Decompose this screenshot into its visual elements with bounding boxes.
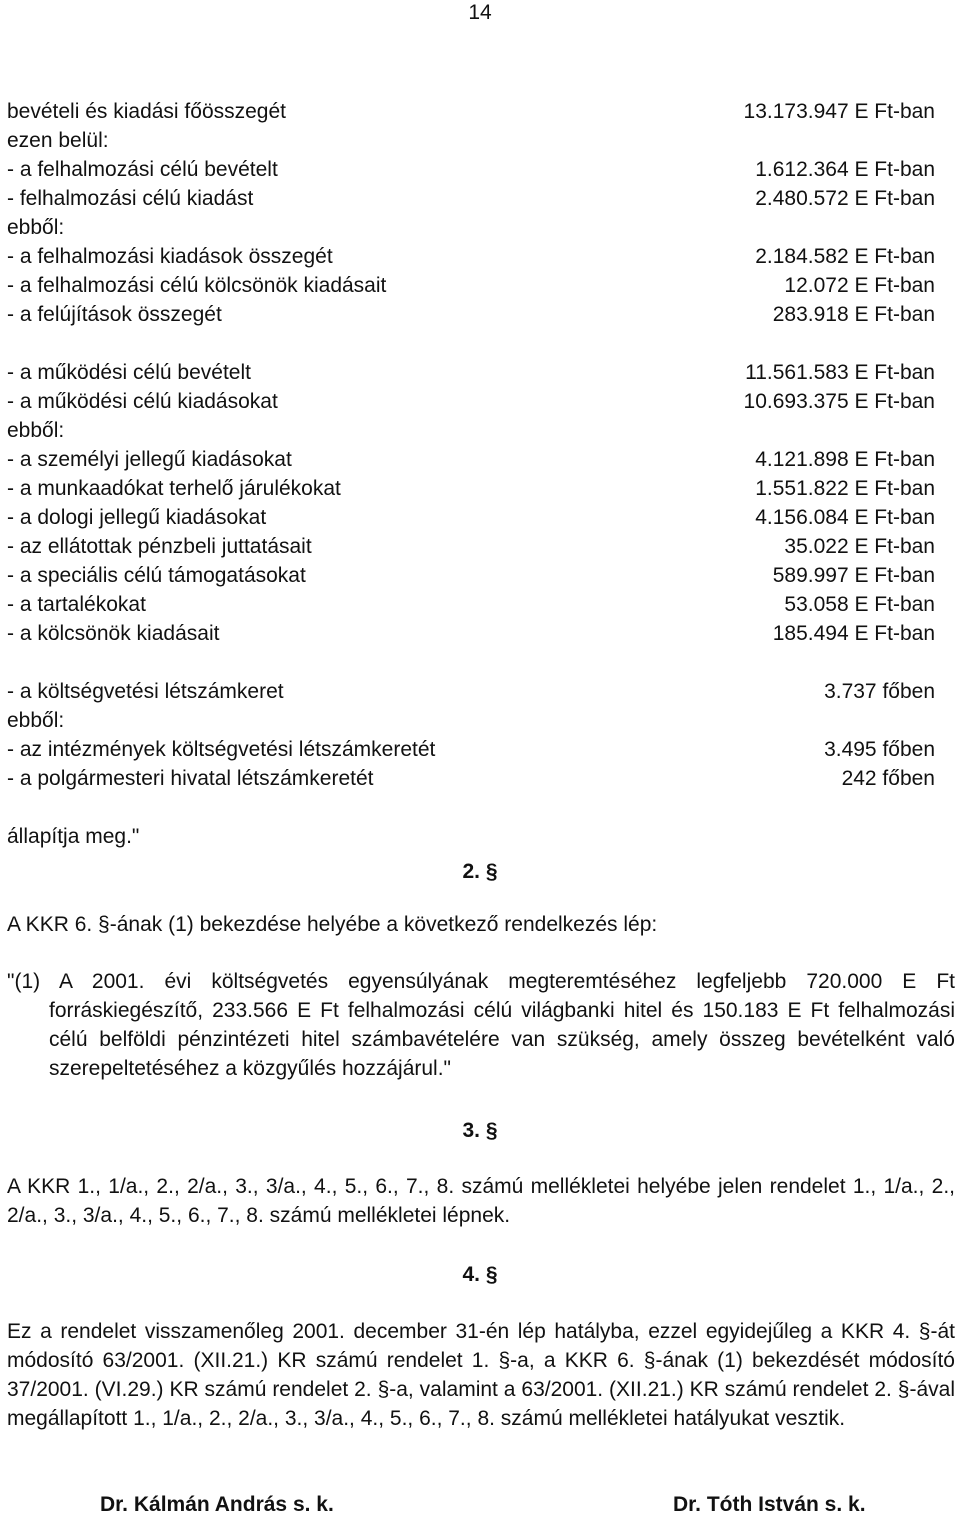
section-2-quote: "(1) A 2001. évi költségvetés egyensúlyának megteremtéséhez legfeljebb 720.000 E Ft forráskiegészítő, 233.566 E Ft felhalmozási célú világbanki hitel és 150.183 E Ft felhalmozási célú belföldi pénzintézeti hitel számbavételére van szükség, amely összeg bevételként való szerepeltetéséhez a közgyűlés hozzájárul.": [7, 970, 955, 1080]
closing-line: állapítja meg.": [7, 825, 140, 848]
row-amount: 2.184.582 E Ft-ban: [755, 245, 935, 268]
section-3-heading: 3. §: [462, 1119, 498, 1142]
row-amount: 283.918 E Ft-ban: [772, 303, 935, 326]
table-row: [7, 300, 935, 329]
budget-table: [7, 97, 935, 793]
table-row: [7, 735, 935, 764]
section-4-heading: 4. §: [462, 1263, 498, 1286]
table-row: [7, 445, 935, 474]
table-row: [7, 387, 935, 416]
row-label: - a felhalmozási célú bevételt: [7, 158, 278, 181]
row-label: ebből:: [7, 216, 65, 239]
table-row: [7, 706, 935, 735]
row-label: - a felújítások összegét: [7, 303, 222, 326]
signature-left: Dr. Kálmán András s. k.: [100, 1493, 334, 1516]
row-label: - a polgármesteri hivatal létszámkeretét: [7, 767, 374, 790]
table-row: [7, 619, 935, 648]
row-amount: 12.072 E Ft-ban: [784, 274, 935, 297]
table-row: [7, 561, 935, 590]
table-row: [7, 764, 935, 793]
row-label: - a kölcsönök kiadásait: [7, 622, 220, 645]
row-label: ezen belül:: [7, 129, 109, 152]
row-label: - a személyi jellegű kiadásokat: [7, 448, 292, 471]
section-2-heading: 2. §: [462, 860, 498, 883]
row-label: - a működési célú kiadásokat: [7, 390, 278, 413]
section-3-text: A KKR 1., 1/a., 2., 2/a., 3., 3/a., 4., 5., 6., 7., 8. számú mellékletei helyébe jelen rendelet 1., 1/a., 2., 2/a., 3., 3/a., 4., 5., 6., 7., 8. számú mellékletei lépnek.: [7, 1175, 955, 1227]
row-label: - az intézmények költségvetési létszámkeretét: [7, 738, 436, 761]
row-label: - a speciális célú támogatásokat: [7, 564, 306, 587]
row-amount: 35.022 E Ft-ban: [784, 535, 935, 558]
row-label: - a működési célú bevételt: [7, 361, 251, 384]
signature-right: Dr. Tóth István s. k.: [673, 1493, 866, 1516]
row-amount: 242 főben: [841, 767, 935, 790]
row-label: - felhalmozási célú kiadást: [7, 187, 254, 210]
row-label: - a dologi jellegű kiadásokat: [7, 506, 267, 529]
table-row: [7, 532, 935, 561]
table-row: [7, 184, 935, 213]
table-row: [7, 358, 935, 387]
table-row: [7, 97, 935, 126]
table-row: [7, 126, 935, 155]
row-amount: 10.693.375 E Ft-ban: [743, 390, 935, 413]
table-row: [7, 590, 935, 619]
row-amount: 4.156.084 E Ft-ban: [755, 506, 935, 529]
row-amount: 589.997 E Ft-ban: [772, 564, 935, 587]
table-spacer: [7, 329, 935, 358]
table-row: [7, 213, 935, 242]
row-amount: 2.480.572 E Ft-ban: [755, 187, 935, 210]
row-label: ebből:: [7, 709, 65, 732]
table-row: [7, 242, 935, 271]
row-label: - az ellátottak pénzbeli juttatásait: [7, 535, 312, 558]
row-amount: 13.173.947 E Ft-ban: [743, 100, 935, 123]
table-row: [7, 474, 935, 503]
section-4-text: Ez a rendelet visszamenőleg 2001. december 31-én lép hatályba, ezzel egyidejűleg a KKR 4. §-át módosító 63/2001. (XII.21.) KR számú rendelet 1. §-a, a KKR 6. §-ának (1) bekezdését módosító 37/2001. (VI.29.) KR számú rendelet 2. §-a, valamint a 63/2001. (XII.21.) KR számú rendelet 2. §-ával megállapított 1., 1/a., 2., 2/a., 3., 3/a., 4., 5., 6., 7., 8. számú mellékletei hatályukat vesztik.: [7, 1320, 955, 1430]
row-amount: 1.612.364 E Ft-ban: [755, 158, 935, 181]
section-2-intro: A KKR 6. §-ának (1) bekezdése helyébe a következő rendelkezés lép:: [7, 913, 658, 936]
row-amount: 53.058 E Ft-ban: [784, 593, 935, 616]
table-spacer: [7, 648, 935, 677]
page-number: 14: [468, 1, 492, 24]
row-amount: 4.121.898 E Ft-ban: [755, 448, 935, 471]
row-label: - a munkaadókat terhelő járulékokat: [7, 477, 341, 500]
table-row: [7, 677, 935, 706]
row-amount: 1.551.822 E Ft-ban: [755, 477, 935, 500]
table-row: [7, 416, 935, 445]
row-label: - a felhalmozási kiadások összegét: [7, 245, 333, 268]
row-amount: 185.494 E Ft-ban: [772, 622, 935, 645]
row-label: - a felhalmozási célú kölcsönök kiadásait: [7, 274, 387, 297]
row-amount: 3.495 főben: [824, 738, 935, 761]
table-row: [7, 503, 935, 532]
row-label: ebből:: [7, 419, 65, 442]
table-row: [7, 155, 935, 184]
table-row: [7, 271, 935, 300]
row-amount: 11.561.583 E Ft-ban: [745, 361, 935, 384]
row-label: bevételi és kiadási főösszegét: [7, 100, 286, 123]
row-label: - a tartalékokat: [7, 593, 146, 616]
row-amount: 3.737 főben: [824, 680, 935, 703]
row-label: - a költségvetési létszámkeret: [7, 680, 284, 703]
